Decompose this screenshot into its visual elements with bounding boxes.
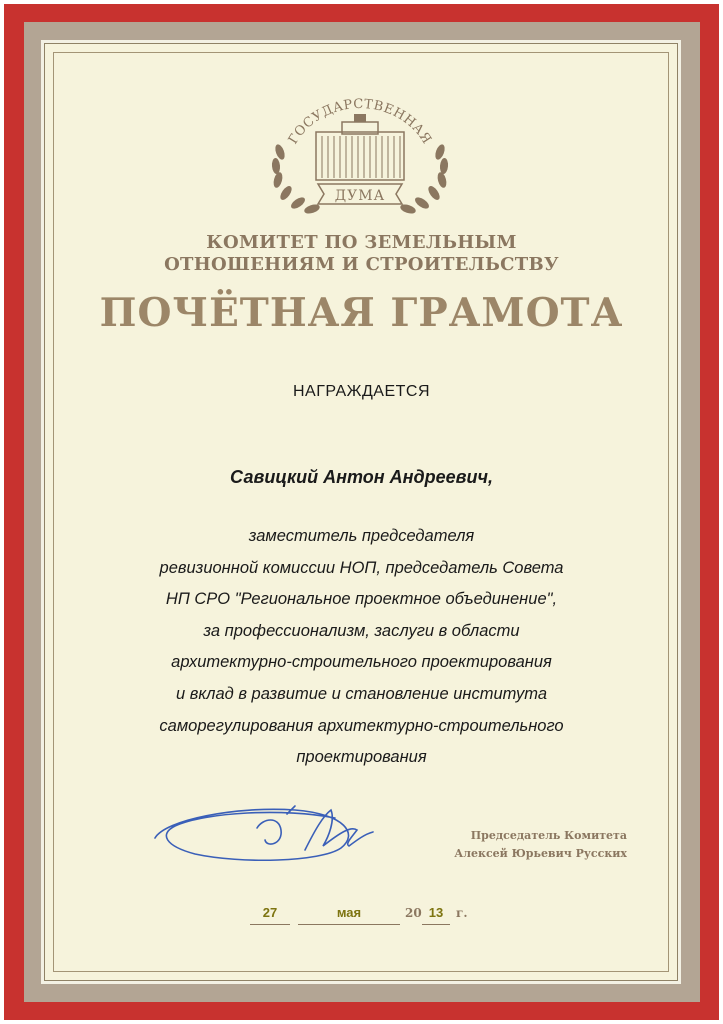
committee-line-2: ОТНОШЕНИЯМ И СТРОИТЕЛЬСТВУ [164, 254, 559, 275]
citation-line: проектирования [296, 748, 427, 767]
recipient-name: Савицкий Антон Андреевич, [230, 467, 493, 487]
citation-line: заместитель председателя [248, 527, 475, 545]
certificate-title: ПОЧЁТНАЯ ГРАМОТА [99, 290, 624, 336]
date-year-suffix: 13 [422, 902, 450, 925]
emblem-bottom-text: ДУМА [334, 188, 386, 204]
signatory-title: Председатель Комитета [470, 829, 627, 842]
citation-line: и вклад в развитие и становление института [175, 684, 548, 703]
citation-line: ревизионной комиссии НОП, председатель Совета [159, 558, 564, 577]
date-month: мая [298, 902, 400, 925]
citation-line: архитектурно-строительного проектирования [171, 653, 552, 672]
date-year-abbr: г. [456, 906, 468, 920]
citation-text [60, 521, 663, 774]
citation-line: саморегулирования архитектурно-строительного [159, 716, 564, 735]
committee-line-1: КОМИТЕТ ПО ЗЕМЕЛЬНЫМ [206, 232, 517, 253]
date-line [0, 902, 723, 932]
signatory-name: Алексей Юрьевич Русских [454, 847, 627, 860]
emblem-top-text: ГОСУДАРСТВЕННАЯ [285, 96, 435, 148]
state-duma-emblem [262, 92, 458, 222]
date-year-prefix: 20 [405, 906, 422, 920]
citation-line: за профессионализм, заслуги в области [203, 621, 520, 640]
citation-line: НП СРО "Региональное проектное объединение", [165, 590, 558, 609]
duma-building-icon [316, 114, 404, 180]
awarded-label: НАГРАЖДАЕТСЯ [293, 383, 430, 400]
date-day: 27 [250, 902, 290, 925]
